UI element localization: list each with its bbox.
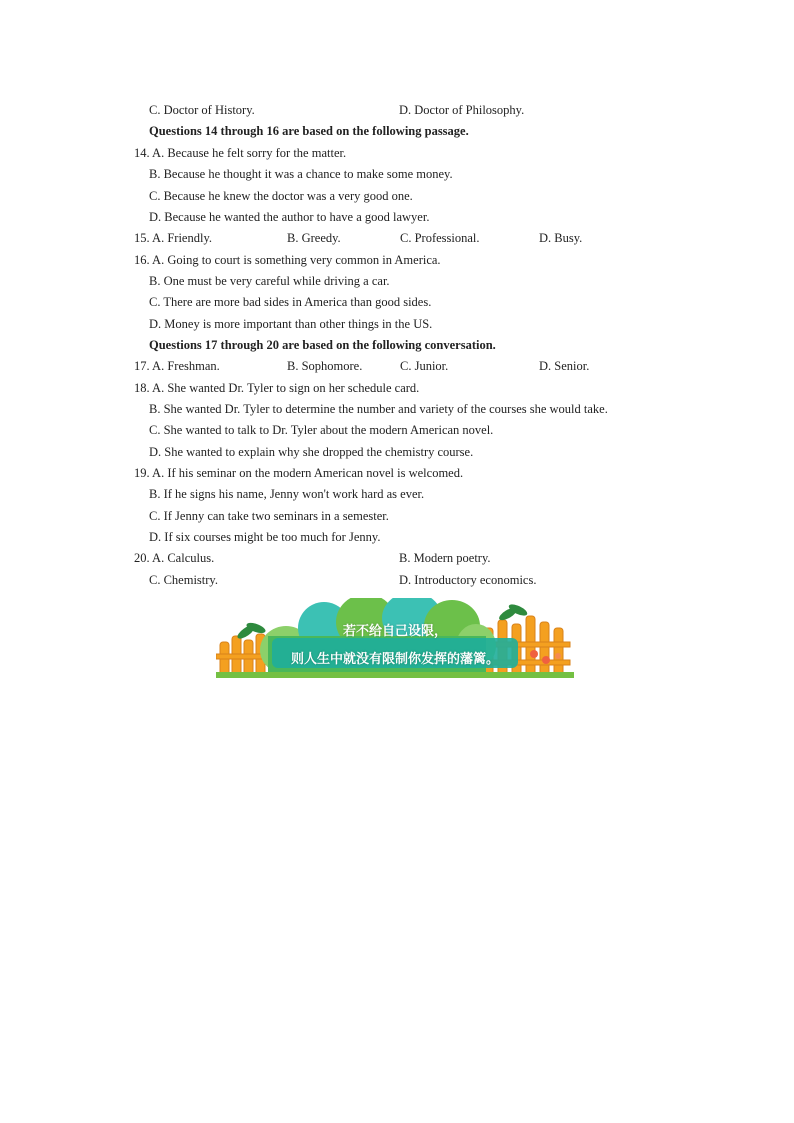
q18-option-d: D. She wanted to explain why she dropped the chemistry course. [149,445,474,459]
q13-option-d: D. Doctor of Philosophy. [399,103,525,117]
q13-option-c: C. Doctor of History. [149,103,255,117]
q17-option-d: D. Senior. [539,359,590,373]
section-heading-passage: Questions 14 through 16 are based on the following passage. [149,124,469,138]
q15-option-d: D. Busy. [539,231,583,245]
section-heading-conversation: Questions 17 through 20 are based on the following conversation. [149,338,496,352]
q15-option-a: 15. A. Friendly. [134,231,213,245]
q20-option-b: B. Modern poetry. [399,551,491,565]
q18-option-c: C. She wanted to talk to Dr. Tyler about the modern American novel. [149,423,494,437]
q18-option-b: B. She wanted Dr. Tyler to determine the number and variety of the courses she would take. [149,402,608,416]
q19-option-a: 19. A. If his seminar on the modern American novel is welcomed. [134,466,464,480]
q17-option-c: C. Junior. [400,359,449,373]
q16-option-d: D. Money is more important than other things in the US. [149,317,433,331]
q17-option-a: 17. A. Freshman. [134,359,220,373]
q15-option-c: C. Professional. [400,231,480,245]
q16-option-a: 16. A. Going to court is something very common in America. [134,253,441,267]
motivational-banner [216,598,574,678]
q19-option-c: C. If Jenny can take two seminars in a semester. [149,509,389,523]
q14-option-d: D. Because he wanted the author to have a good lawyer. [149,210,430,224]
q14-option-a: 14. A. Because he felt sorry for the matter. [134,146,347,160]
q20-option-a: 20. A. Calculus. [134,551,215,565]
q16-option-b: B. One must be very careful while driving a car. [149,274,390,288]
q20-option-d: D. Introductory economics. [399,573,537,587]
q20-option-c: C. Chemistry. [149,573,218,587]
q19-option-d: D. If six courses might be too much for Jenny. [149,530,381,544]
banner-line-1: 若不给自己设限， [342,624,447,639]
q14-option-b: B. Because he thought it was a chance to make some money. [149,167,453,181]
q17-option-b: B. Sophomore. [287,359,363,373]
q15-option-b: B. Greedy. [287,231,341,245]
q19-option-b: B. If he signs his name, Jenny won't work hard as ever. [149,487,425,501]
q18-option-a: 18. A. She wanted Dr. Tyler to sign on her schedule card. [134,381,420,395]
banner-line-2: 则人生中就没有限制你发挥的藩篱。 [290,652,499,667]
q16-option-c: C. There are more bad sides in America than good sides. [149,295,432,309]
q14-option-c: C. Because he knew the doctor was a very good one. [149,189,413,203]
